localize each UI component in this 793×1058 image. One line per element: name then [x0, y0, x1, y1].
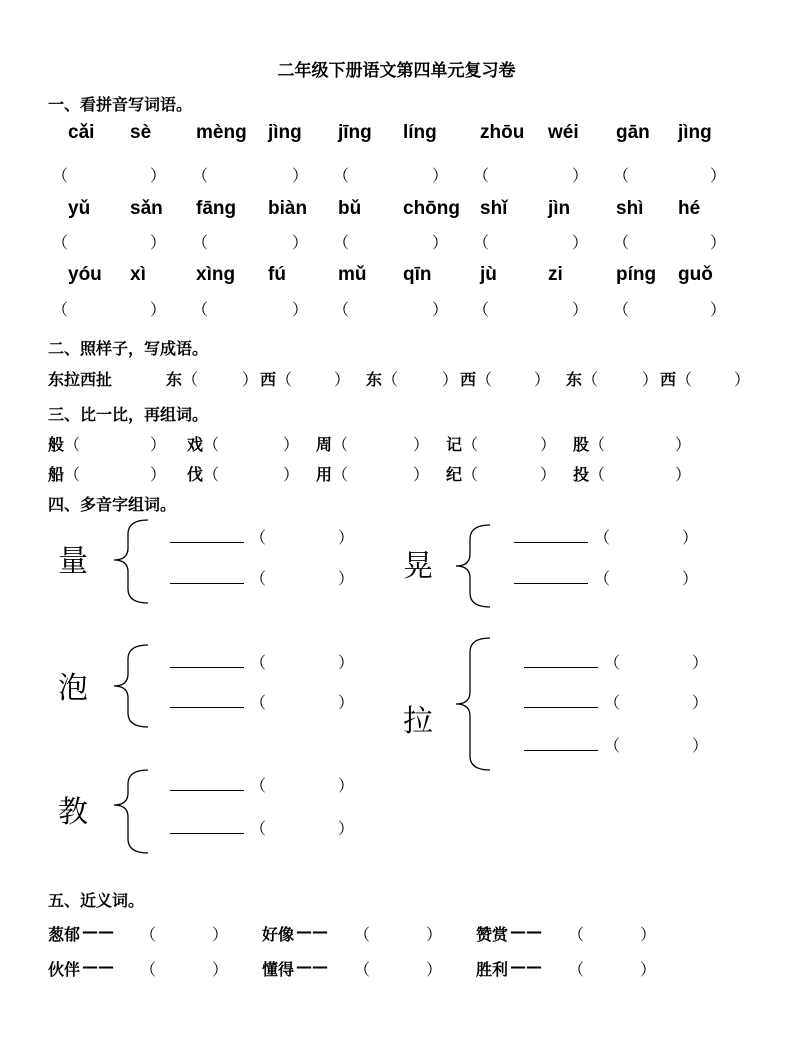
answer-paren-close: ）	[675, 435, 692, 454]
answer-paren-close: ）	[426, 925, 443, 944]
answer-paren-close: ）	[338, 693, 355, 712]
answer-paren-open: （	[613, 300, 630, 319]
answer-paren-close: ）	[242, 370, 259, 389]
answer-paren-close: ）	[150, 233, 167, 252]
answer-paren-open: （	[250, 569, 267, 588]
pinyin-syllable: fāng	[196, 198, 237, 219]
synonym-dash: ——	[510, 957, 542, 976]
answer-blank	[170, 790, 244, 791]
answer-paren-open: （	[594, 528, 611, 547]
answer-paren-open: （	[473, 300, 490, 319]
answer-paren-close: ）	[150, 435, 167, 454]
pinyin-syllable: mǔ	[338, 264, 367, 285]
answer-paren-open: （	[613, 233, 630, 252]
pinyin-syllable: jìn	[548, 198, 571, 219]
answer-paren-close: ）	[572, 233, 589, 252]
answer-paren-open: （	[52, 300, 69, 319]
synonym-word: 好像	[262, 925, 295, 944]
answer-paren-close: ）	[640, 925, 657, 944]
answer-paren-open: （	[250, 528, 267, 547]
idiom-char: 西	[460, 370, 477, 389]
answer-paren-open: （	[354, 960, 371, 979]
answer-paren-close: ）	[540, 435, 557, 454]
answer-paren-close: ）	[710, 233, 727, 252]
answer-paren-open: （	[192, 233, 209, 252]
answer-paren-open: （	[604, 653, 621, 672]
answer-paren-open: （	[333, 300, 350, 319]
answer-paren-close: ）	[640, 960, 657, 979]
answer-paren-open: （	[250, 819, 267, 838]
answer-paren-open: （	[332, 465, 349, 484]
answer-paren-open: （	[192, 166, 209, 185]
pinyin-syllable: yǔ	[68, 198, 91, 219]
answer-paren-close: ）	[692, 736, 709, 755]
answer-paren-open: （	[462, 435, 479, 454]
compare-char: 周	[316, 435, 333, 454]
answer-paren-open: （	[52, 166, 69, 185]
answer-paren-open: （	[64, 435, 81, 454]
pinyin-syllable: líng	[403, 122, 437, 143]
pinyin-syllable: jìng	[268, 122, 302, 143]
pinyin-syllable: zi	[548, 264, 563, 285]
answer-paren-close: ）	[432, 233, 449, 252]
compare-char: 戏	[187, 435, 204, 454]
answer-paren-open: （	[52, 233, 69, 252]
pinyin-syllable: jīng	[338, 122, 372, 143]
answer-paren-close: ）	[572, 300, 589, 319]
pinyin-syllable: guǒ	[678, 264, 713, 285]
answer-paren-open: （	[382, 370, 399, 389]
answer-paren-open: （	[276, 370, 293, 389]
answer-paren-close: ）	[540, 465, 557, 484]
synonym-dash: ——	[296, 957, 328, 976]
compare-char: 船	[48, 465, 65, 484]
answer-paren-close: ）	[692, 653, 709, 672]
section-5-heading: 五、近义词。	[48, 891, 145, 910]
pinyin-syllable: shì	[616, 198, 644, 219]
pinyin-syllable: bǔ	[338, 198, 362, 219]
synonym-dash: ——	[296, 922, 328, 941]
synonym-word: 伙伴	[48, 960, 81, 979]
answer-paren-open: （	[589, 465, 606, 484]
pinyin-syllable: cǎi	[68, 122, 95, 143]
answer-paren-open: （	[250, 693, 267, 712]
section-4-heading: 四、多音字组词。	[48, 495, 177, 514]
answer-paren-open: （	[476, 370, 493, 389]
answer-paren-open: （	[332, 435, 349, 454]
answer-paren-open: （	[250, 776, 267, 795]
pinyin-syllable: qīn	[403, 264, 432, 285]
pinyin-syllable: shǐ	[480, 198, 508, 219]
pinyin-syllable: sǎn	[130, 198, 163, 219]
compare-char: 记	[446, 435, 463, 454]
answer-paren-open: （	[473, 166, 490, 185]
answer-paren-open: （	[203, 435, 220, 454]
answer-paren-close: ）	[338, 528, 355, 547]
answer-paren-close: ）	[338, 569, 355, 588]
answer-paren-close: ）	[642, 370, 659, 389]
answer-paren-close: ）	[292, 166, 309, 185]
answer-paren-close: ）	[150, 300, 167, 319]
answer-paren-close: ）	[442, 370, 459, 389]
polyphone-char: 晃	[403, 549, 433, 584]
answer-paren-close: ）	[212, 960, 229, 979]
answer-paren-close: ）	[338, 776, 355, 795]
answer-paren-close: ）	[682, 569, 699, 588]
synonym-word: 葱郁	[48, 925, 81, 944]
answer-paren-close: ）	[426, 960, 443, 979]
answer-paren-open: （	[333, 233, 350, 252]
answer-paren-open: （	[473, 233, 490, 252]
answer-paren-open: （	[604, 693, 621, 712]
pinyin-syllable: gān	[616, 122, 650, 143]
idiom-char: 东	[366, 370, 383, 389]
answer-paren-close: ）	[283, 435, 300, 454]
synonym-word: 懂得	[262, 960, 295, 979]
answer-paren-open: （	[203, 465, 220, 484]
answer-paren-open: （	[354, 925, 371, 944]
section-3-heading: 三、比一比，再组词。	[48, 405, 209, 424]
answer-paren-close: ）	[283, 465, 300, 484]
compare-char: 纪	[446, 465, 463, 484]
answer-paren-open: （	[568, 925, 585, 944]
answer-paren-close: ）	[572, 166, 589, 185]
pinyin-syllable: yóu	[68, 264, 102, 285]
pinyin-syllable: píng	[616, 264, 657, 285]
answer-paren-open: （	[604, 736, 621, 755]
synonym-dash: ——	[510, 922, 542, 941]
answer-paren-open: （	[582, 370, 599, 389]
answer-paren-close: ）	[338, 819, 355, 838]
pinyin-syllable: xìng	[196, 264, 236, 285]
pinyin-syllable: mèng	[196, 122, 247, 143]
answer-paren-close: ）	[334, 370, 351, 389]
pinyin-syllable: xì	[130, 264, 146, 285]
answer-blank	[170, 833, 244, 834]
page-title: 二年级下册语文第四单元复习卷	[277, 61, 516, 81]
answer-paren-close: ）	[292, 233, 309, 252]
answer-paren-open: （	[676, 370, 693, 389]
answer-paren-open: （	[589, 435, 606, 454]
polyphone-char: 拉	[403, 704, 433, 739]
idiom-char: 东	[166, 370, 183, 389]
polyphone-char: 量	[58, 544, 88, 579]
answer-paren-close: ）	[413, 465, 430, 484]
pinyin-syllable: jìng	[678, 122, 712, 143]
answer-paren-close: ）	[150, 166, 167, 185]
answer-paren-open: （	[192, 300, 209, 319]
compare-char: 股	[573, 435, 590, 454]
pinyin-syllable: chōng	[403, 198, 460, 219]
answer-paren-open: （	[613, 166, 630, 185]
pinyin-syllable: hé	[678, 198, 701, 219]
answer-paren-open: （	[140, 925, 157, 944]
pinyin-syllable: jù	[480, 264, 497, 285]
answer-paren-close: ）	[692, 693, 709, 712]
idiom-example: 东拉西扯	[48, 370, 113, 389]
synonym-dash: ——	[82, 957, 114, 976]
answer-paren-close: ）	[413, 435, 430, 454]
answer-paren-close: ）	[734, 370, 751, 389]
compare-char: 投	[573, 465, 590, 484]
answer-paren-open: （	[568, 960, 585, 979]
answer-paren-open: （	[140, 960, 157, 979]
answer-paren-open: （	[462, 465, 479, 484]
pinyin-syllable: sè	[130, 122, 152, 143]
answer-paren-close: ）	[710, 166, 727, 185]
answer-paren-close: ）	[534, 370, 551, 389]
polyphone-char: 教	[58, 795, 88, 830]
answer-paren-close: ）	[710, 300, 727, 319]
answer-paren-close: ）	[338, 653, 355, 672]
compare-char: 伐	[187, 465, 204, 484]
answer-paren-open: （	[64, 465, 81, 484]
answer-paren-open: （	[594, 569, 611, 588]
answer-paren-close: ）	[150, 465, 167, 484]
pinyin-syllable: biàn	[268, 198, 308, 219]
section-2-heading: 二、照样子，写成语。	[48, 339, 209, 358]
polyphone-char: 泡	[58, 671, 88, 706]
idiom-char: 西	[660, 370, 677, 389]
answer-paren-open: （	[250, 653, 267, 672]
synonym-word: 胜利	[476, 960, 509, 979]
synonym-word: 赞赏	[476, 925, 509, 944]
compare-char: 般	[48, 435, 65, 454]
idiom-char: 东	[566, 370, 583, 389]
pinyin-syllable: fú	[268, 264, 286, 285]
answer-paren-close: ）	[682, 528, 699, 547]
idiom-char: 西	[260, 370, 277, 389]
pinyin-syllable: wéi	[548, 122, 579, 143]
answer-paren-close: ）	[292, 300, 309, 319]
pinyin-syllable: zhōu	[480, 122, 525, 143]
answer-paren-close: ）	[675, 465, 692, 484]
synonym-dash: ——	[82, 922, 114, 941]
compare-char: 用	[316, 465, 333, 484]
answer-paren-close: ）	[432, 300, 449, 319]
answer-paren-open: （	[182, 370, 199, 389]
answer-paren-open: （	[333, 166, 350, 185]
section-1-heading: 一、看拼音写词语。	[48, 95, 193, 114]
answer-paren-close: ）	[432, 166, 449, 185]
answer-paren-close: ）	[212, 925, 229, 944]
